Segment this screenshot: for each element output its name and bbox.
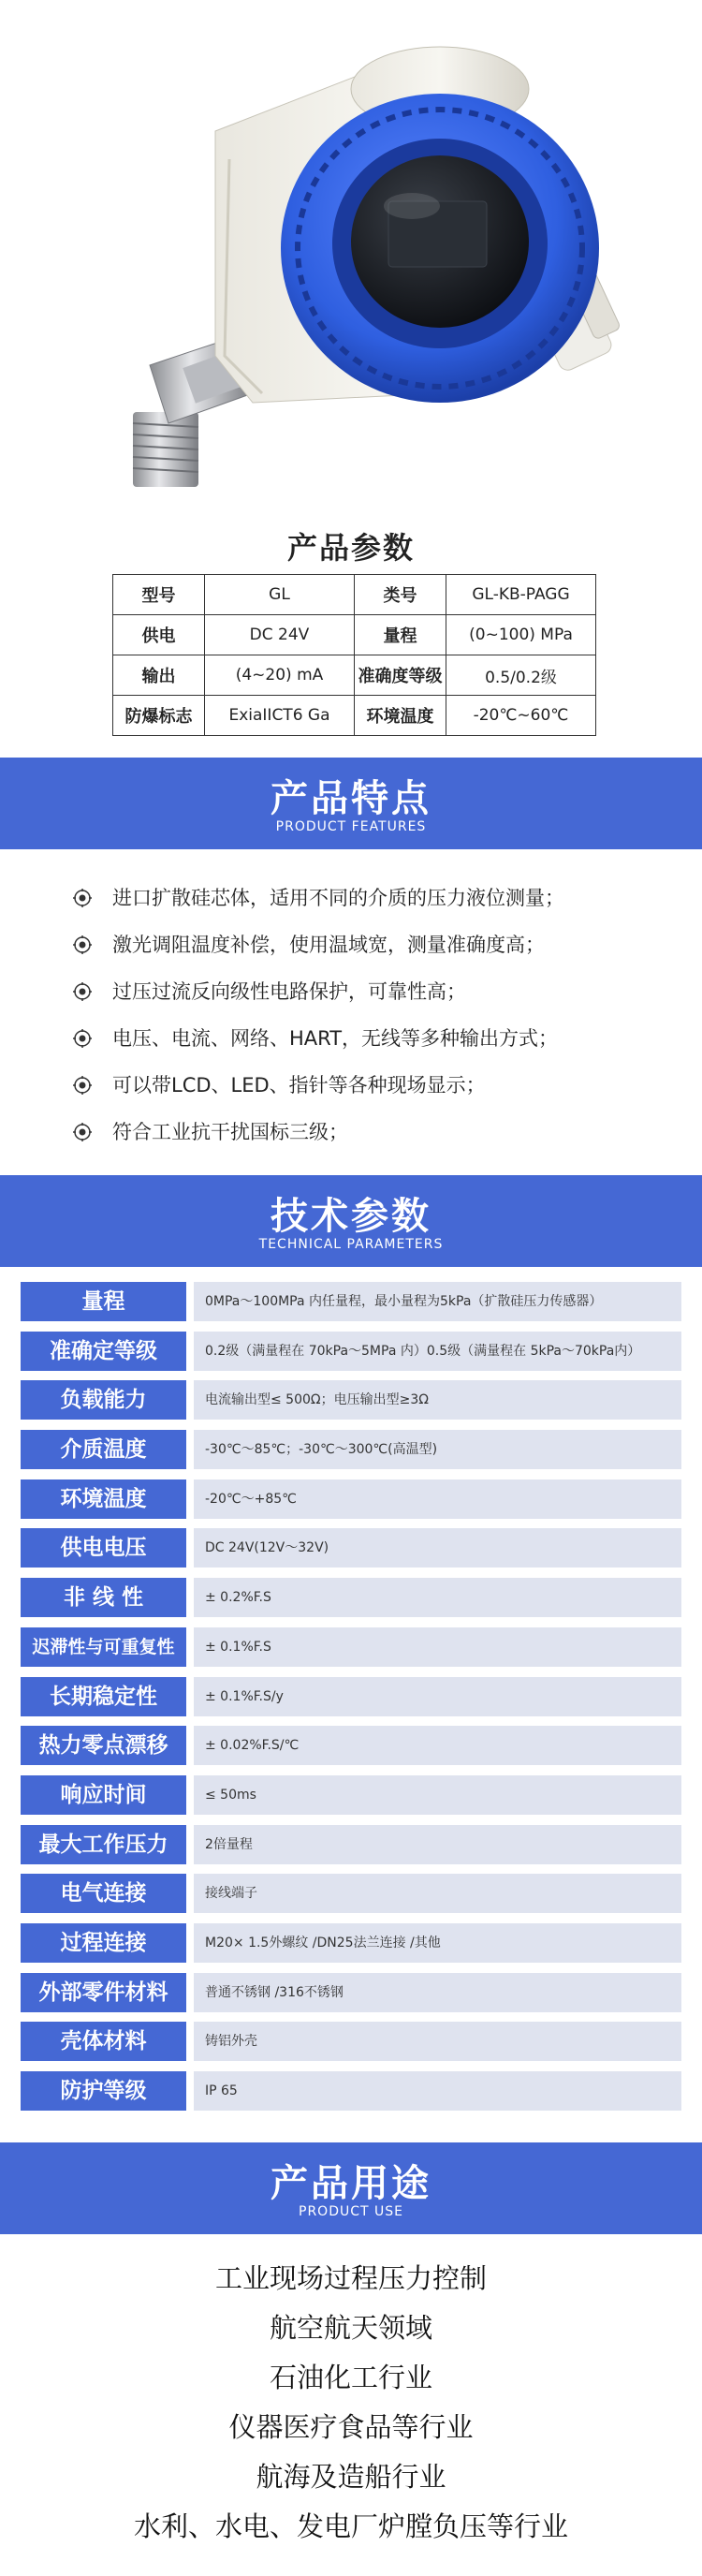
spec-row (21, 1278, 681, 1328)
param-key: 输出 (113, 655, 205, 696)
param-key: 环境温度 (355, 696, 446, 736)
spec-value: ≤ 50ms (194, 1775, 681, 1815)
spec-label: 量程 (21, 1282, 186, 1321)
tech-banner (0, 1175, 702, 1267)
spec-value: 2倍量程 (194, 1825, 681, 1864)
param-key: 准确度等级 (355, 655, 446, 696)
feature-item (69, 1109, 668, 1156)
spec-value: 接线端子 (194, 1874, 681, 1913)
usage-subtitle: PRODUCT USE (299, 2204, 403, 2219)
display-lid (281, 94, 599, 403)
spec-row (21, 1476, 681, 1525)
spec-label: 电气连接 (21, 1874, 186, 1913)
spec-row (21, 1772, 681, 1821)
diamond-bullet-icon (73, 1123, 92, 1141)
spec-row (21, 1870, 681, 1920)
spec-value: 普通不锈钢 /316不锈钢 (194, 1973, 681, 2012)
features-list (69, 875, 668, 1156)
spec-value: DC 24V(12V～32V) (194, 1528, 681, 1568)
spec-label: 准确定等级 (21, 1332, 186, 1371)
spec-label: 长期稳定性 (21, 1677, 186, 1716)
param-value: -20℃~60℃ (446, 696, 596, 736)
diamond-bullet-icon (73, 1076, 92, 1095)
diamond-bullet-icon (73, 1029, 92, 1048)
spec-value: 电流输出型≤ 500Ω；电压输出型≥3Ω (194, 1380, 681, 1420)
spec-row (21, 1969, 681, 2019)
params-row (113, 696, 596, 736)
spec-label: 非 线 性 (21, 1578, 186, 1617)
params-row (113, 615, 596, 655)
spec-row (21, 1574, 681, 1624)
spec-value: 铸铝外壳 (194, 2022, 681, 2061)
spec-row (21, 1426, 681, 1476)
feature-text: 可以带LCD、LED、指针等各种现场显示； (112, 1074, 486, 1097)
params-row (113, 655, 596, 696)
usage-item: 水利、水电、发电厂炉膛负压等行业 (133, 2510, 568, 2542)
features-banner (0, 758, 702, 849)
usage-item: 航海及造船行业 (256, 2461, 446, 2493)
params-row (113, 575, 596, 615)
tech-title: 技术参数 (271, 1195, 431, 1238)
spec-value: 0.2级（满量程在 70kPa～5MPa 内）0.5级（满量程在 5kPa～70kPa内） (194, 1332, 681, 1371)
spec-row (21, 2018, 681, 2068)
feature-text: 过压过流反向级性电路保护，可靠性高； (112, 980, 466, 1003)
feature-item (69, 1062, 668, 1109)
usage-list (0, 2254, 702, 2552)
spec-label: 热力零点漂移 (21, 1726, 186, 1765)
param-key: 类号 (355, 575, 446, 615)
usage-title: 产品用途 (271, 2162, 431, 2205)
feature-item (69, 921, 668, 968)
feature-text: 电压、电流、网络、HART，无线等多种输出方式； (112, 1027, 559, 1050)
usage-item: 石油化工行业 (269, 2362, 432, 2393)
diamond-bullet-icon (73, 889, 92, 907)
spec-label: 壳体材料 (21, 2022, 186, 2061)
param-value: (4~20) mA (205, 655, 355, 696)
feature-text: 激光调阻温度补偿，使用温域宽，测量准确度高； (112, 934, 545, 956)
tech-params-table (21, 1278, 681, 2117)
spec-value: ± 0.02%F.S/℃ (194, 1726, 681, 1765)
param-key: 防爆标志 (113, 696, 205, 736)
param-key: 型号 (113, 575, 205, 615)
spec-row (21, 1524, 681, 1574)
diamond-bullet-icon (73, 935, 92, 954)
spec-label: 外部零件材料 (21, 1973, 186, 2012)
param-value: 0.5/0.2级 (446, 655, 596, 696)
param-key: 量程 (355, 615, 446, 655)
spec-label: 响应时间 (21, 1775, 186, 1815)
param-value: DC 24V (205, 615, 355, 655)
params-title: 产品参数 (286, 530, 415, 566)
diamond-bullet-icon (73, 982, 92, 1001)
param-key: 供电 (113, 615, 205, 655)
spec-row (21, 2068, 681, 2117)
basic-params-table (112, 574, 596, 736)
usage-banner (0, 2142, 702, 2234)
spec-row (21, 1673, 681, 1723)
spec-label: 负载能力 (21, 1380, 186, 1420)
spec-value: ± 0.1%F.S (194, 1627, 681, 1667)
feature-item (69, 1015, 668, 1062)
usage-item: 航空航天领域 (269, 2312, 432, 2344)
spec-value: -30℃～85℃；-30℃～300℃(高温型) (194, 1430, 681, 1469)
tech-subtitle: TECHNICAL PARAMETERS (258, 1237, 444, 1252)
param-value: GL-KB-PAGG (446, 575, 596, 615)
feature-text: 符合工业抗干扰国标三级； (112, 1121, 348, 1143)
features-title: 产品特点 (271, 777, 431, 820)
spec-row (21, 1722, 681, 1772)
usage-item: 工业现场过程压力控制 (214, 2262, 487, 2294)
spec-row (21, 1376, 681, 1426)
usage-item: 仪器医疗食品等行业 (228, 2411, 474, 2443)
spec-value: M20× 1.5外螺纹 /DN25法兰连接 /其他 (194, 1923, 681, 1963)
spec-value: ± 0.2%F.S (194, 1578, 681, 1617)
param-value: (0~100) MPa (446, 615, 596, 655)
spec-label: 环境温度 (21, 1479, 186, 1519)
param-value: ExiaIICT6 Ga (205, 696, 355, 736)
product-photo (0, 0, 702, 524)
spec-label: 过程连接 (21, 1923, 186, 1963)
spec-value: -20℃～+85℃ (194, 1479, 681, 1519)
spec-label: 防护等级 (21, 2071, 186, 2111)
spec-value: 0MPa～100MPa 内任量程，最小量程为5kPa（扩散硅压力传感器） (194, 1282, 681, 1321)
spec-label: 迟滞性与可重复性 (21, 1627, 186, 1667)
spec-label: 最大工作压力 (21, 1825, 186, 1864)
param-value: GL (205, 575, 355, 615)
spec-label: 供电电压 (21, 1528, 186, 1568)
feature-text: 进口扩散硅芯体，适用不同的介质的压力液位测量； (112, 887, 564, 909)
spec-row (21, 1920, 681, 1969)
spec-row (21, 1821, 681, 1871)
features-subtitle: PRODUCT FEATURES (275, 819, 427, 834)
spec-label: 介质温度 (21, 1430, 186, 1469)
feature-item (69, 875, 668, 921)
spec-row (21, 1328, 681, 1377)
spec-row (21, 1624, 681, 1673)
feature-item (69, 968, 668, 1015)
spec-value: IP 65 (194, 2071, 681, 2111)
spec-value: ± 0.1%F.S/y (194, 1677, 681, 1716)
